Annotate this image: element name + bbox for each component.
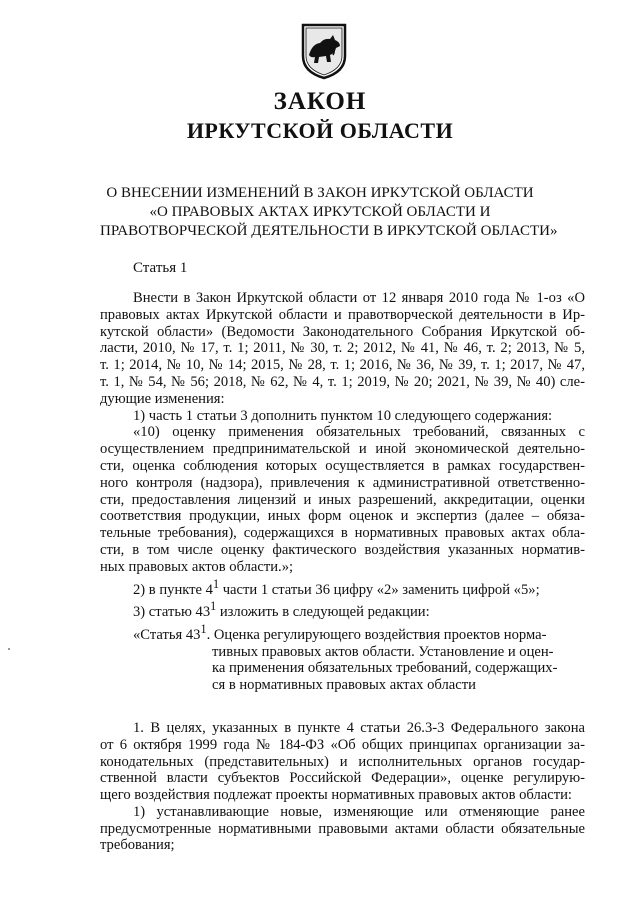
list-item-2: 2) в пункте $4^1$ части 1 статьи 36 цифру «2» заменить цифрой «5»; [133,576,540,598]
text-line: т. 1; 2014, № 10, № 14; 2015, № 28, т. 1; 2016, № 36, № 39, т. 1; 2017, № 47, [100,357,585,374]
text-line: тельные требования), содержащихся в нормативных правовых актах обла- [100,525,585,542]
law-title: ЗАКОН [273,88,367,115]
text-line: ка применения обязательных требований, содержащих- [212,660,558,677]
law-heading [100,184,558,241]
text-line: правовых актах Иркутской области и правотворческой деятельности в Ир- [100,306,585,323]
text-line: предусмотренные нормативными правовыми актами области обязательные [100,820,585,837]
article-43-1-title-continuation [212,644,585,694]
text-line: «10) оценку применения обязательных требований, связанных с [133,424,585,441]
article-43-1-title: «Статья $43^1$. Оценка регулирующего воздействия проектов норма- [133,621,547,643]
scan-speck [8,648,10,650]
text-line: ного контроля (надзора), привлечения к административной ответственно- [100,474,585,491]
text-line: соответствия продукции, иных форм оценок и экспертиз (далее – обяза- [100,508,585,525]
text-line: дующие изменения: [100,390,225,407]
heading-line: «О ПРАВОВЫХ АКТАХ ИРКУТСКОЙ ОБЛАСТИ И [149,204,491,220]
text-line: тивных правовых актов области. Установление и оцен- [212,643,554,660]
heading-line: ПРАВОТВОРЧЕСКОЙ ДЕЯТЕЛЬНОСТИ В ИРКУТСКОЙ ОБЛАСТИ» [100,223,558,239]
text-line: Внести в Закон Иркутской области от 12 января 2010 года № 1-оз «О [133,290,585,306]
article-label: Статья 1 [133,260,188,276]
text-line: 1) устанавливающие новые, изменяющие или отменяющие ранее [133,803,585,820]
text-line: ных правовых актов области.»; [100,558,294,575]
text-line: ственной власти субъектов Российской Федерации», оценке регулирую- [100,770,585,787]
text-line: требования; [100,837,175,854]
text-line: т. 1, № 54, № 56; 2018, № 62, № 4, т. 1; 2019, № 20; 2021, № 39, № 40) сле- [100,373,585,390]
superscript: 1 [210,599,217,614]
law-region-title: ИРКУТСКОЙ ОБЛАСТИ [186,118,454,143]
superscript: 1 [200,621,207,636]
text-line: 1. В целях, указанных в пункте 4 статьи 26.3-3 Федерального закона [133,719,585,736]
text-line: ласти, 2010, № 17, т. 1; 2011, № 30, т. 2; 2012, № 41, № 46, т. 2; 2013, № 5, [100,340,585,357]
text-line: кутской области» (Ведомости Законодательного Собрания Иркутской об- [100,323,585,340]
text-line: от 6 октября 1999 года № 184-ФЗ «Об общих принципах организации за- [100,736,585,753]
irkutsk-coat-of-arms-icon [300,22,348,80]
text-line: щего воздействия подлежат проекты нормативных правовых актов области: [100,787,572,804]
text-line: сти, в том числе оценку фактического воздействия указанных норматив- [100,541,585,558]
superscript: 1 [212,576,220,591]
document-body [100,290,585,854]
text-line: сти, предоставления лицензий и иных разрешений, аккредитации, оценки [100,491,585,508]
text-line: сти, оценка соблюдения которых осуществляется в рамках государствен- [100,457,585,474]
text-line: конодательных (представительных) и исполнительных органов государ- [100,753,585,770]
list-item-3: 3) статью $43^1$ изложить в следующей редакции: [133,599,430,621]
text-line: осуществлением предпринимательской и иной экономической деятельно- [100,441,585,458]
text-line: ся в нормативных правовых актах области [212,677,476,694]
list-item-1: 1) часть 1 статьи 3 дополнить пунктом 10 следующего содержания: [133,407,553,424]
heading-line: О ВНЕСЕНИИ ИЗМЕНЕНИЙ В ЗАКОН ИРКУТСКОЙ ОБЛАСТИ [106,185,534,201]
